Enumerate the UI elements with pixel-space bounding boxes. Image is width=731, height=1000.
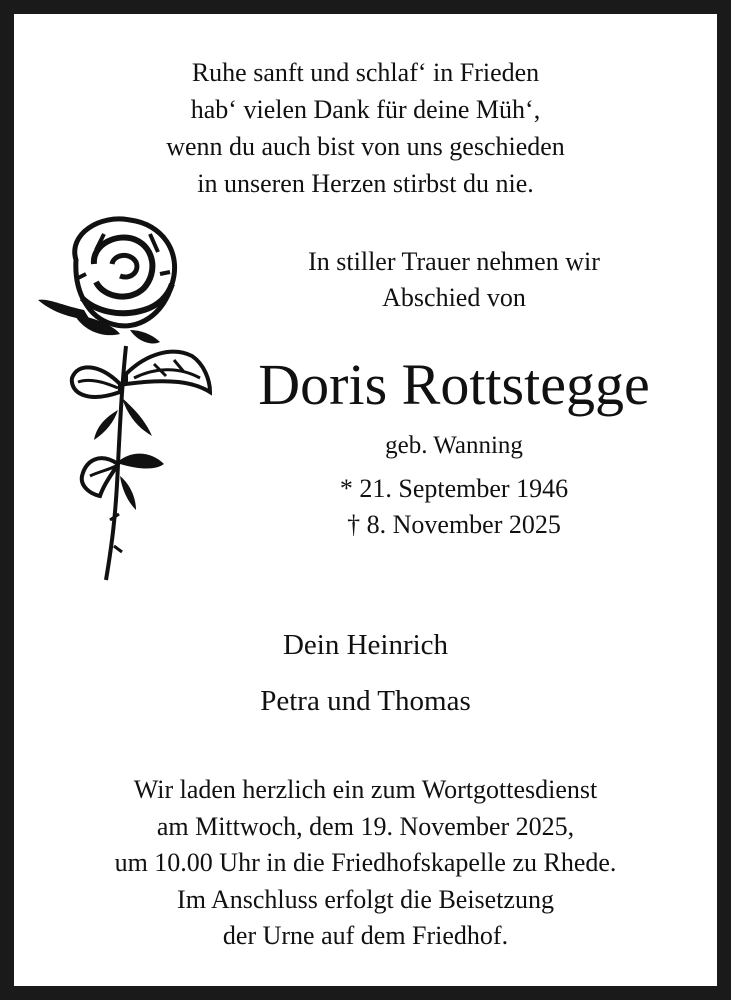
service-info (0, 772, 731, 955)
intro-line: Abschied von (382, 283, 526, 312)
service-line: Im Anschluss erfolgt die Beisetzung (177, 884, 554, 914)
deceased-name: Doris Rottstegge (258, 352, 650, 417)
poem-line: wenn du auch bist von uns geschieden (166, 132, 565, 161)
birth-name: geb. Wanning (385, 432, 523, 459)
service-line: um 10.00 Uhr in die Friedhofskapelle zu Rhede. (114, 848, 617, 877)
service-line: Wir laden herzlich ein zum Wortgottesdienst (133, 775, 598, 804)
poem-line: in unseren Herzen stirbst du nie. (197, 169, 534, 198)
intro-text (254, 244, 654, 316)
poem (0, 54, 731, 202)
mourner-line: Petra und Thomas (260, 685, 471, 717)
life-dates (254, 471, 654, 543)
poem-line: hab‘ vielen Dank für deine Müh‘, (190, 95, 541, 124)
mourner-line: Dein Heinrich (282, 629, 449, 661)
intro-line: In stiller Trauer nehmen wir (308, 247, 600, 276)
mourners (0, 617, 731, 729)
birth-date: * 21. September 1946 (339, 474, 569, 503)
rose-icon (34, 214, 214, 586)
service-line: der Urne auf dem Friedhof. (222, 921, 509, 950)
death-date: † 8. November 2025 (347, 510, 561, 539)
poem-line: Ruhe sanft und schlaf‘ in Frieden (191, 58, 540, 87)
service-line: am Mittwoch, dem 19. November 2025, (156, 811, 575, 841)
